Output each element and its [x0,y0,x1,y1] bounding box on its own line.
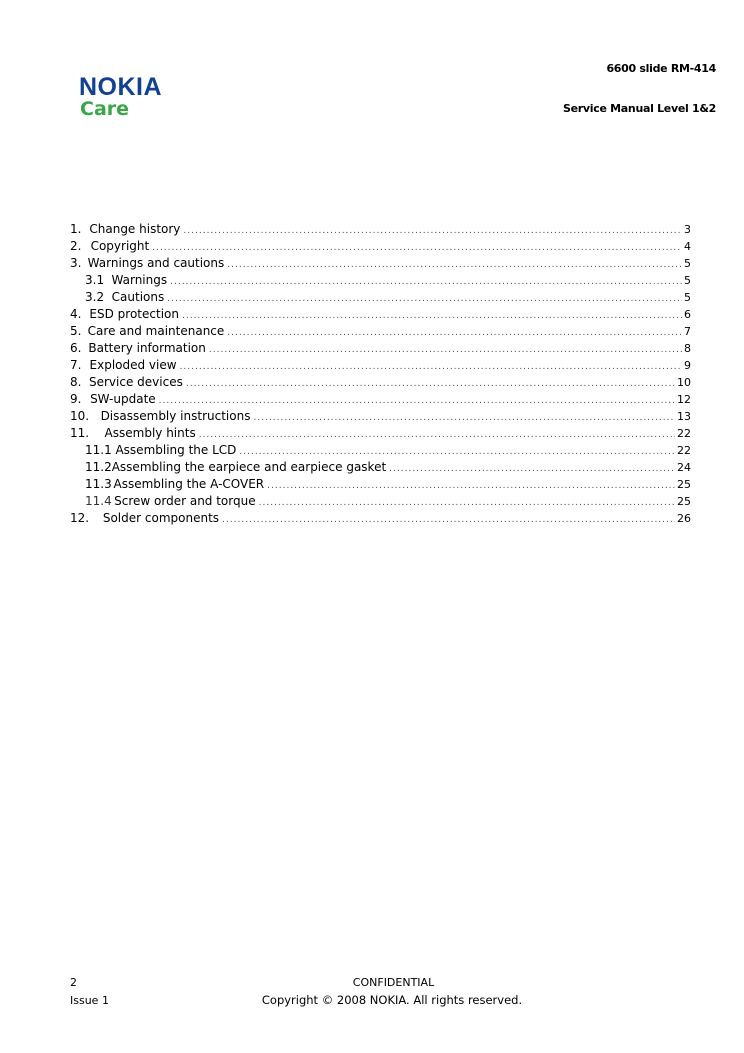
toc-entry-page: 5 [684,274,691,287]
toc-entry[interactable] [70,340,691,357]
toc-entry-title: Copyright [90,239,150,253]
toc-entry-title: Solder components [102,511,220,525]
toc-entry-page: 5 [684,257,691,270]
toc-entry-number: 4. [70,307,82,321]
toc-entry-page: 22 [677,427,691,440]
header-level: Service Manual Level 1&2 [562,102,716,115]
toc-entry-title: Warnings and cautions [87,256,225,270]
toc-entry-number: 9. [70,392,82,406]
toc-entry-title: Assembling the earpiece and earpiece gasket [111,460,387,474]
toc-entry-title: Screw order and torque [114,494,256,508]
toc-entry-page: 13 [677,410,691,423]
toc-entry-title: Change history [89,222,181,236]
toc-entry-number: 10. [70,409,90,423]
toc-entry-page: 24 [677,461,691,474]
toc-entry-number: 2. [70,239,82,253]
toc-entry[interactable] [70,408,691,425]
toc-entry-page: 25 [677,495,691,508]
toc-entry-page: 4 [684,240,691,253]
toc-entry-number: 11. [70,426,90,440]
toc-entry-page: 10 [677,376,691,389]
toc-entry-page: 5 [684,291,691,304]
toc-entry[interactable] [70,221,691,238]
toc-entry-number: 12. [70,511,90,525]
toc-entry-page: 25 [677,478,691,491]
toc-entry-title: Battery information [88,341,206,355]
toc-entry-page: 8 [684,342,691,355]
toc-entry-page: 3 [684,223,691,236]
toc-entry-page: 22 [677,444,691,457]
toc-entry-number: 6. [70,341,82,355]
toc-entry-number: 3. [70,256,82,270]
toc-entry[interactable] [70,510,691,527]
toc-entry-number: 7. [70,358,82,372]
toc-entry[interactable] [70,442,691,459]
toc-entry[interactable] [70,289,691,306]
toc-entry-number: 11.3 [85,477,112,491]
toc-leader [222,512,675,529]
toc-entry-page: 7 [684,325,691,338]
toc-entry[interactable] [70,238,691,255]
toc-entry-number: 5. [70,324,82,338]
toc-entry[interactable] [70,306,691,323]
toc-entry-title: Disassembly instructions [100,409,251,423]
toc-entry-page: 9 [684,359,691,372]
toc-entry[interactable] [70,425,691,442]
footer-issue: Issue 1 [70,994,109,1007]
toc-entry-page: 12 [677,393,691,406]
toc-entry-title: Exploded view [89,358,177,372]
toc-entry[interactable] [70,476,691,493]
logo-brand: NOKIA [79,73,163,101]
toc-entry-title: SW-update [90,392,156,406]
toc-entry-number: 1. [70,222,82,236]
toc-entry-number: 3.1 [85,273,105,287]
toc-entry-number: 11.2 [85,460,112,474]
nokia-care-logo [79,73,163,120]
header-model: 6600 slide RM-414 [606,62,716,75]
toc-entry-page: 26 [677,512,691,525]
table-of-contents [70,221,691,527]
toc-entry[interactable] [70,374,691,391]
toc-entry[interactable] [70,357,691,374]
toc-entry-number: 8. [70,375,82,389]
toc-entry-title: Assembling the A-COVER [113,477,265,491]
toc-entry-title: Cautions [111,290,165,304]
footer-page-number: 2 [70,976,77,989]
toc-entry-title: Service devices [89,375,183,389]
toc-entry[interactable] [70,493,691,510]
toc-entry-title: Assembly hints [104,426,196,440]
toc-entry[interactable] [70,272,691,289]
toc-entry-number: 3.2 [85,290,105,304]
toc-entry[interactable] [70,391,691,408]
toc-entry-title: Assembling the LCD [115,443,237,457]
toc-entry-page: 6 [684,308,691,321]
toc-entry-number: 11.1 [85,443,112,457]
toc-entry-title: Warnings [111,273,168,287]
logo-sub: Care [80,98,130,120]
toc-entry[interactable] [70,323,691,340]
toc-entry-title: Care and maintenance [87,324,225,338]
footer-copyright: Copyright © 2008 NOKIA. All rights reserved. [261,993,523,1007]
toc-entry[interactable] [70,255,691,272]
toc-entry-title: ESD protection [89,307,179,321]
toc-entry-number: 11.4 [85,494,112,508]
footer-confidential: CONFIDENTIAL [352,976,435,989]
toc-entry[interactable] [70,459,691,476]
